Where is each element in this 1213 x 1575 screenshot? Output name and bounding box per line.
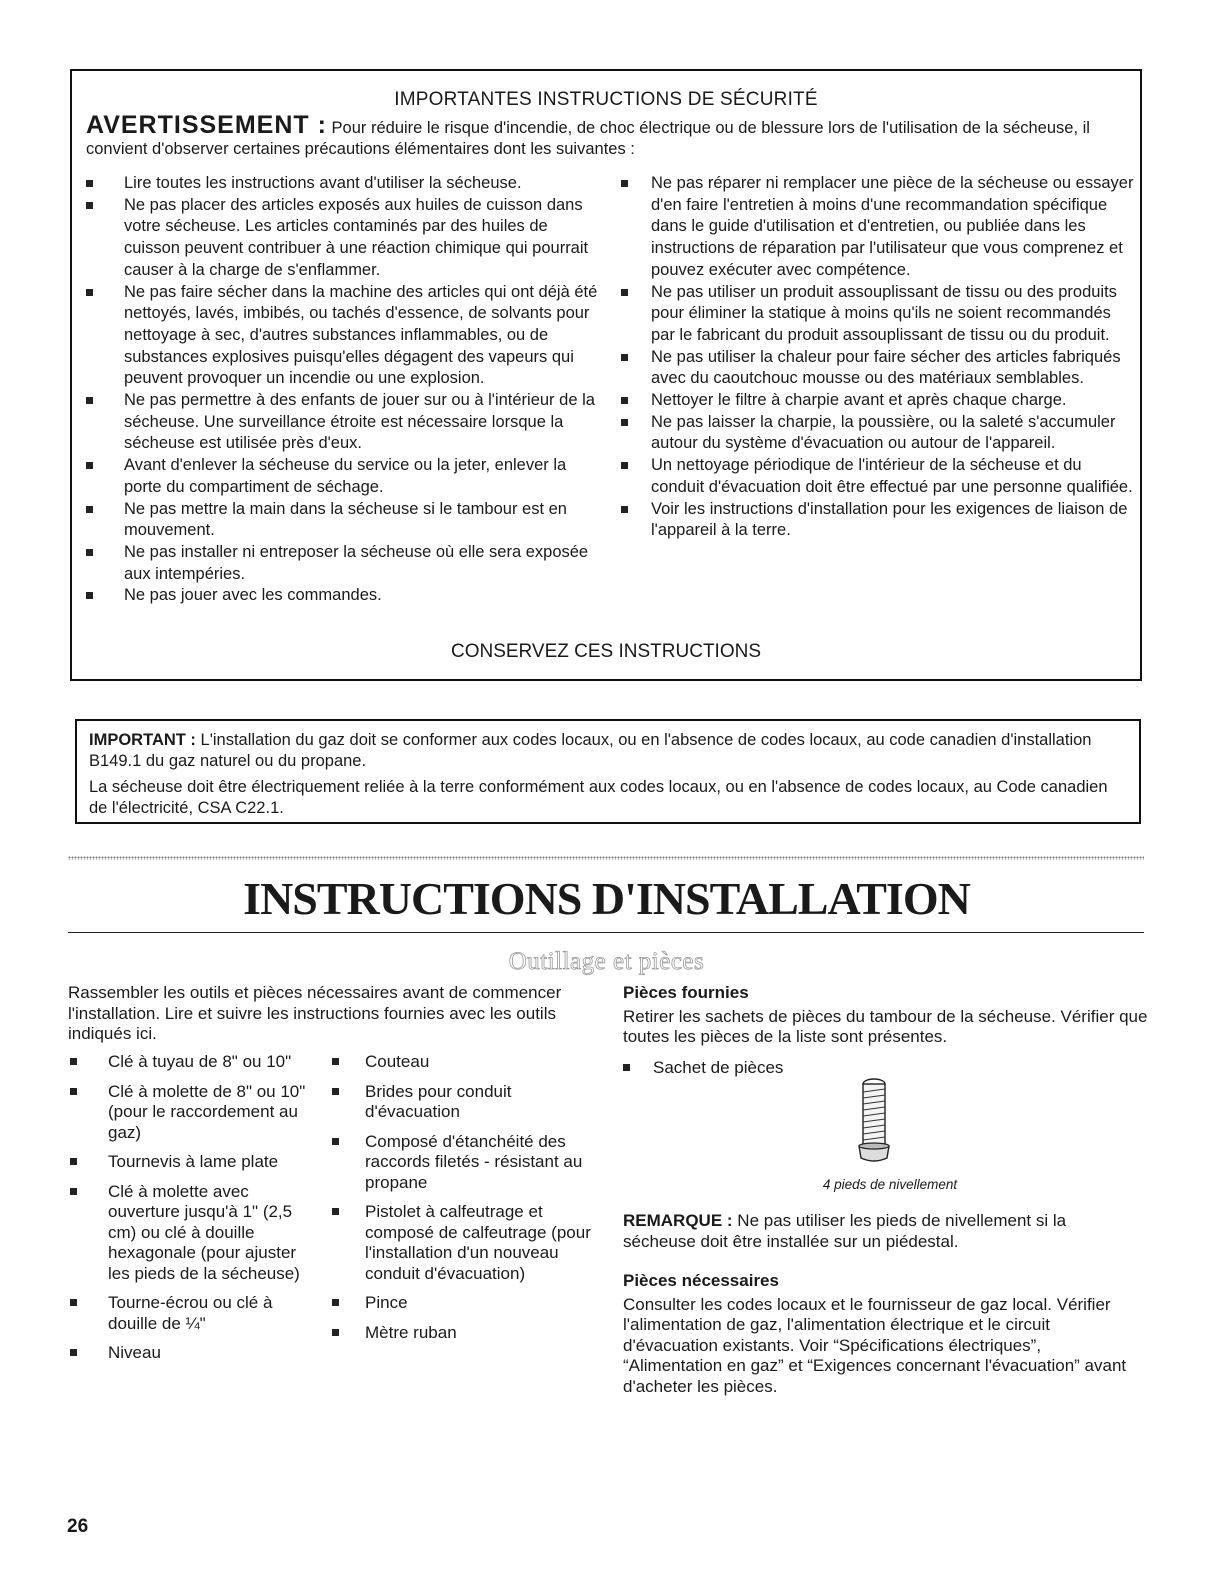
safety-left-column [86, 173, 606, 607]
tools-intro: Rassembler les outils et pièces nécessaires avant de commencer l'installation. Lire et suivre les instructions fournies avec les outils indiqués ici. [68, 983, 562, 1043]
safety-item: Ne pas faire sécher dans la machine des articles qui ont déjà été nettoyés, lavés, imbibés, ou tachés d'essence, de solvants pour nettoyage à sec, d'autres substances inflammables, ou de substances explosives puisqu'elles dégagent des vapeurs qui peuvent provoquer un incendie ou une explosion. [86, 282, 606, 391]
tool-item: Tournevis à lame plate [70, 1152, 320, 1173]
tools-list-column-2 [332, 1052, 592, 1352]
warning-paragraph [86, 111, 1130, 160]
parts-supplied-text: Retirer les sachets de pièces du tambour de la sécheuse. Vérifier que toutes les pièces de la liste sont présentes. [623, 1006, 1148, 1046]
note-label: REMARQUE : [623, 1211, 733, 1230]
safety-item: Ne pas mettre la main dans la sécheuse si le tambour est en mouvement. [86, 499, 606, 542]
important-label: IMPORTANT : [89, 731, 196, 749]
note-text: Ne pas utiliser les pieds de nivellement si la sécheuse doit être installée sur un piédestal. [623, 1211, 1067, 1251]
safety-item: Avant d'enlever la sécheuse du service ou la jeter, enlever la porte du compartiment de séchage. [86, 455, 606, 498]
safety-item: Ne pas réparer ni remplacer une pièce de la sécheuse ou essayer d'en faire l'entretien à moins d'une recommandation spécifique dans le guide d'utilisation et d'entretien, ou publiée dans les instructions de réparation par l'utilisateur que vous comprenez et pouvez exécuter avec compétence. [621, 173, 1136, 282]
tool-item: Couteau [332, 1052, 592, 1073]
dotted-divider [68, 856, 1144, 860]
parts-needed-section [623, 1271, 1143, 1397]
page-title: INSTRUCTIONS D'INSTALLATION [243, 873, 970, 924]
safety-item: Ne pas laisser la charpie, la poussière, ou la saleté s'accumuler autour du système d'évacuation ou autour de l'appareil. [621, 412, 1136, 455]
warning-text: Pour réduire le risque d'incendie, de choc électrique ou de blessure lors de l'utilisation de la sécheuse, il convient d'observer certaines précautions élémentaires dont les suivantes : [86, 119, 1090, 158]
parts-supplied-section [623, 983, 1148, 1078]
tool-item: Niveau [70, 1343, 320, 1364]
tool-item: Clé à tuyau de 8" ou 10" [70, 1052, 320, 1073]
tools-list-column-1 [70, 1052, 320, 1373]
page-number: 26 [67, 1516, 89, 1537]
safety-item: Ne pas utiliser un produit assouplissant de tissu ou des produits pour éliminer la statique à moins qu'ils ne soient recommandés par le fabricant du produit assouplissant de tissu ou du produit. [621, 282, 1136, 347]
safety-item: Ne pas placer des articles exposés aux huiles de cuisson dans votre sécheuse. Les articles contaminés par des huiles de cuisson peuvent contribuer à une réaction chimique qui pourrait causer à la charge de s'enflammer. [86, 195, 606, 282]
tool-item: Mètre ruban [332, 1323, 592, 1344]
safety-item: Ne pas permettre à des enfants de jouer sur ou à l'intérieur de la sécheuse. Une surveillance étroite est nécessaire lorsque la sécheuse est utilisée près d'eux. [86, 390, 606, 455]
safety-instructions-box [70, 69, 1142, 681]
tool-item: Clé à molette avec ouverture jusqu'à 1" (2,5 cm) ou clé à douille hexagonale (pour ajuster les pieds de la sécheuse) [70, 1182, 320, 1285]
safety-item: Nettoyer le filtre à charpie avant et après chaque charge. [621, 390, 1136, 412]
leveling-foot-icon [856, 1076, 892, 1168]
title-rule [68, 932, 1144, 933]
safety-item: Ne pas utiliser la chaleur pour faire sécher des articles fabriqués avec du caoutchouc mousse ou des matériaux semblables. [621, 347, 1136, 390]
section-subtitle: Outillage et pièces [508, 948, 705, 975]
save-instructions-footer: CONSERVEZ CES INSTRUCTIONS [450, 641, 762, 662]
tool-item: Composé d'étanchéité des raccords filetés - résistant au propane [332, 1132, 592, 1194]
safety-item: Ne pas jouer avec les commandes. [86, 585, 606, 607]
tool-item: Tourne-écrou ou clé à douille de ¼" [70, 1293, 320, 1334]
figure-caption: 4 pieds de nivellement [822, 1177, 958, 1192]
tool-item: Pince [332, 1293, 592, 1314]
important-paragraph-gas [89, 730, 1127, 771]
tool-item: Clé à molette de 8" ou 10" (pour le raccordement au gaz) [70, 1082, 320, 1144]
warning-word: AVERTISSEMENT : [86, 111, 327, 139]
safety-item: Voir les instructions d'installation pour les exigences de liaison de l'appareil à la terre. [621, 499, 1136, 542]
parts-needed-heading: Pièces nécessaires [623, 1271, 779, 1290]
important-paragraph-electric: La sécheuse doit être électriquement reliée à la terre conformément aux codes locaux, ou en l'absence de codes locaux, au Code canadien de l'électricité, CSA C22.1. [89, 778, 1108, 817]
important-text-gas: L'installation du gaz doit se conformer aux codes locaux, ou en l'absence de codes locaux, au code canadien d'installation B149.1 du gaz naturel ou du propane. [89, 731, 1092, 770]
parts-bag-item: Sachet de pièces [623, 1058, 1148, 1079]
safety-item: Un nettoyage périodique de l'intérieur de la sécheuse et du conduit d'évacuation doit être effectué par une personne qualifiée. [621, 455, 1136, 498]
tool-item: Brides pour conduit d'évacuation [332, 1082, 592, 1123]
safety-right-column [621, 173, 1136, 542]
note-paragraph [623, 1211, 1143, 1252]
safety-item: Lire toutes les instructions avant d'utiliser la sécheuse. [86, 173, 606, 195]
parts-supplied-heading: Pièces fournies [623, 983, 749, 1002]
safety-item: Ne pas installer ni entreposer la sécheuse où elle sera exposée aux intempéries. [86, 542, 606, 585]
important-notice-box [75, 719, 1141, 824]
safety-header: IMPORTANTES INSTRUCTIONS DE SÉCURITÉ [394, 89, 818, 110]
parts-needed-text: Consulter les codes locaux et le fournisseur de gaz local. Vérifier l'alimentation de gaz, l'alimentation électrique et le circuit d'évacuation existants. Voir “Spécifications électriques”, “Alimentation en gaz” et “Exigences concernant l'évacuation” avant d'acheter les pièces. [623, 1294, 1127, 1396]
tool-item: Pistolet à calfeutrage et composé de calfeutrage (pour l'installation d'un nouveau conduit d'évacuation) [332, 1202, 592, 1284]
